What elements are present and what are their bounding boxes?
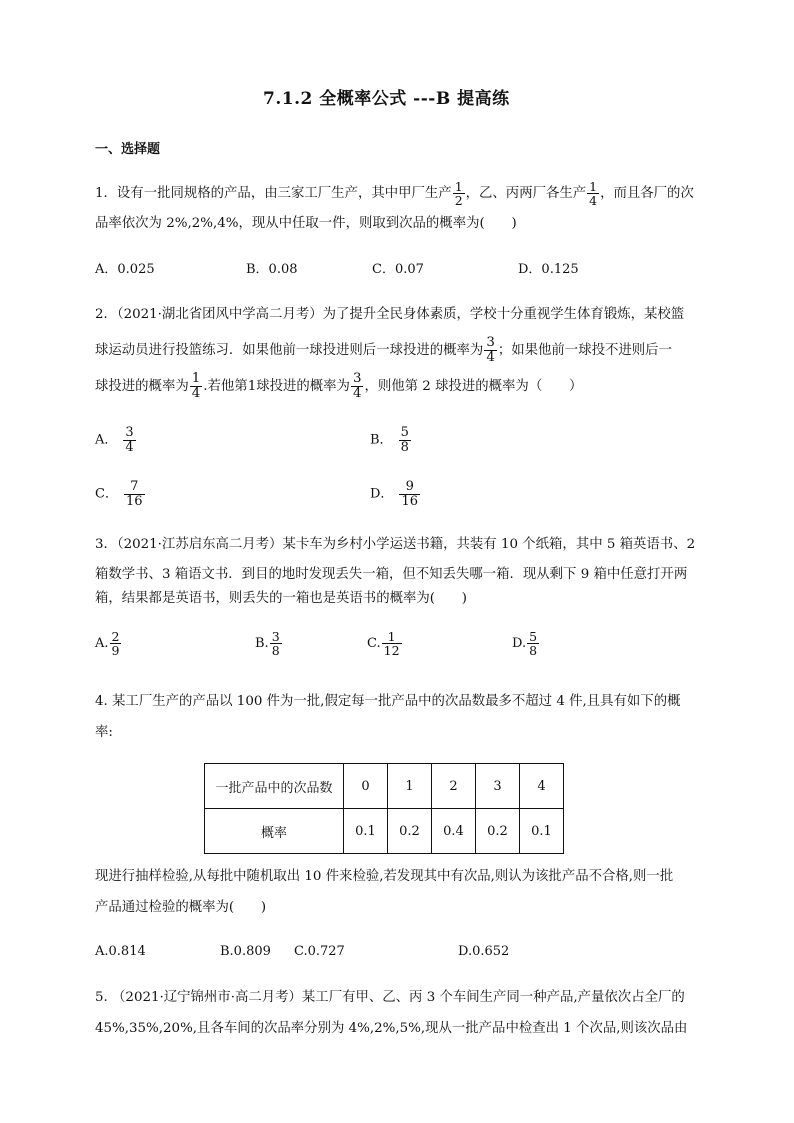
question-4-line-3: 现进行抽样检验,从每批中随机取出 10 件来检验,若发现其中有次品,则认为该批产品不合格,则一批	[95, 869, 674, 884]
question-2-line-1: 2．（2021·湖北省团风中学高二月考）为了提升全民身体素质，学校十分重视学生体育锻炼，某校篮	[95, 307, 685, 322]
question-4-line-1: 4. 某工厂生产的产品以 100 件为一批,假定每一批产品中的次品数最多不超过 4 件,且具有如下的概	[95, 694, 681, 709]
question-5-line-2: 45%,35%,20%,且各车间的次品率分别为 4%,2%,5%,现从一批产品中检查出 1 个次品,则该次品由	[95, 1021, 688, 1036]
question-5-line-1: 5. （2021·辽宁锦州市·高二月考）某工厂有甲、乙、丙 3 个车间生产同一种产品,产量依次占全厂的	[95, 990, 685, 1005]
q2-fraction-3: $\frac{3}{4}$	[352, 371, 362, 402]
table-cell: 4	[520, 764, 564, 809]
table-cell: 3	[476, 764, 520, 809]
q1-text-part1: 1．设有一批同规格的产品，由三家工厂生产，其中甲厂生产	[95, 186, 452, 202]
table-cell: 2	[432, 764, 476, 809]
table-cell: 1	[388, 764, 432, 809]
q4-option-b: B.0.809	[220, 944, 271, 959]
q3-option-d: D. $\frac{5}{8}$	[512, 629, 538, 659]
question-4-line-4: 产品通过检验的概率为( )	[95, 900, 267, 915]
q1-text-part3: ，而且各厂的次	[600, 186, 694, 202]
q1-fraction-2: $\frac{1}{4}$	[589, 179, 598, 209]
q2-fraction-1: $\frac{3}{4}$	[486, 335, 495, 366]
q1-option-d: D．0.125	[518, 262, 579, 277]
q1-option-c: C．0.07	[372, 262, 424, 277]
table-header-cell: 概率	[205, 809, 344, 854]
q1-option-b: B．0.08	[246, 262, 298, 277]
probability-table	[204, 763, 564, 854]
question-2-line-3: 球投进的概率为 $\frac{1}{4}$ .若他第1球投进的概率为 $\frac{3}{4}$ ，则他第 2 球投进的概率为（ ）	[95, 371, 583, 402]
question-1-line-1	[95, 180, 694, 207]
q2-fraction-2: $\frac{1}{4}$	[191, 371, 201, 402]
q3-option-b: B. $\frac{3}{8}$	[255, 629, 280, 659]
q2-option-a: A． $\frac{3}{4}$	[95, 425, 134, 455]
question-4-line-2: 率:	[95, 725, 113, 740]
table-row	[205, 809, 564, 854]
q4-option-c: C.0.727	[294, 944, 345, 959]
q1-fraction-1: $\frac{1}{2}$	[454, 179, 463, 209]
question-3-line-3: 箱，结果都是英语书，则丢失的一箱也是英语书的概率为( )	[95, 591, 467, 606]
page-title: 7.1.2 全概率公式 ---B 提高练	[263, 89, 510, 109]
table-cell: 0	[344, 764, 388, 809]
table-row	[205, 764, 564, 809]
table-cell: 0.1	[344, 809, 388, 854]
q2-option-b: B． $\frac{5}{8}$	[370, 425, 409, 455]
question-2-line-2: 球运动员进行投篮练习．如果他前一球投进则后一球投进的概率为 $\frac{3}{4}$ ；如果他前一球投不进则后一	[95, 335, 672, 366]
q2-option-c: C． $\frac{7}{16}$	[95, 479, 143, 509]
table-cell: 0.2	[388, 809, 432, 854]
question-3-line-1: 3．（2021·江苏启东高二月考）某卡车为乡村小学运送书籍，共装有 10 个纸箱，其中 5 箱英语书、2	[95, 537, 696, 552]
question-3-line-2: 箱数学书、3 箱语文书．到目的地时发现丢失一箱，但不知丢失哪一箱．现从剩下 9 箱中任意打开两	[95, 567, 688, 582]
question-1-line-2: 品率依次为 2%,2%,4%，现从中任取一件，则取到次品的概率为( )	[95, 216, 517, 231]
q3-option-a: A. $\frac{2}{9}$	[95, 629, 120, 659]
q4-option-a: A.0.814	[95, 944, 146, 959]
q2-option-d: D． $\frac{9}{16}$	[370, 479, 418, 509]
table-cell: 0.1	[520, 809, 564, 854]
q4-option-d: D.0.652	[458, 944, 510, 959]
table-header-cell: 一批产品中的次品数	[205, 764, 344, 809]
q1-text-part2: ，乙、丙两厂各生产	[465, 186, 587, 202]
section-heading: 一、选择题	[95, 142, 161, 157]
q1-option-a: A．0.025	[95, 262, 155, 277]
table-cell: 0.2	[476, 809, 520, 854]
q3-option-c: C. $\frac{1}{12}$	[367, 629, 400, 659]
table-cell: 0.4	[432, 809, 476, 854]
